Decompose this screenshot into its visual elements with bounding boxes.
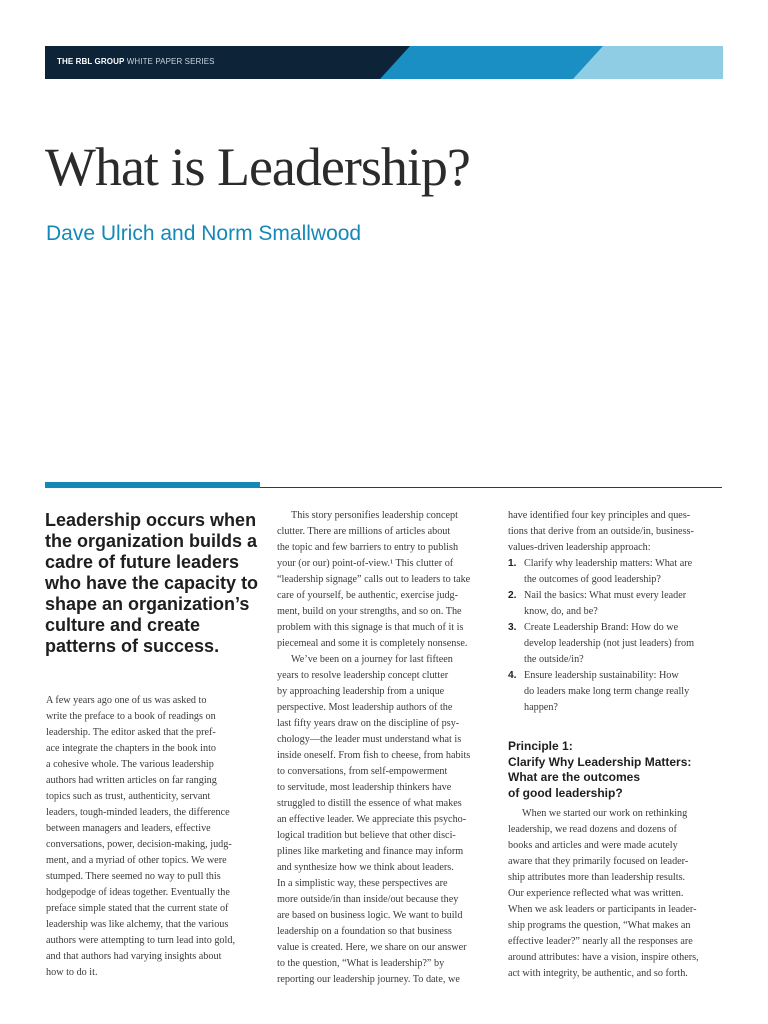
body-line: act with integrity, be authentic, and so forth. — [508, 968, 688, 979]
body-line: inside oneself. From fish to cheese, from habits — [277, 750, 471, 761]
list-item — [508, 620, 723, 668]
body-line: to servitude, most leadership thinkers have — [277, 782, 452, 793]
pull-quote: Leadership occurs when the organization builds a cadre of future leaders who have the capacity to shape an organization’s culture and create patterns of success. — [45, 510, 259, 656]
list-line: the outside/in? — [524, 654, 584, 665]
body-line: conversations, power, decision-making, judg- — [46, 839, 232, 850]
body-line: effective leader?” nearly all the responses are — [508, 936, 693, 947]
heading-line: Principle 1: — [508, 739, 573, 753]
page-title: What is Leadership? — [45, 137, 470, 197]
body-line: authors were attempting to turn lead into gold, — [46, 935, 235, 946]
list-number: 2. — [508, 590, 517, 601]
body-line: around attributes: have a vision, inspire others, — [508, 952, 699, 963]
body-line: and that authors had varying insights about — [46, 951, 222, 962]
body-line: and synthesize how we think about leaders. — [277, 862, 454, 873]
section-rule-accent — [45, 482, 260, 488]
body-line: ment, and a myriad of other topics. We were — [46, 855, 227, 866]
list-line: know, do, and be? — [524, 606, 598, 617]
list-line: happen? — [524, 702, 558, 713]
list-line: do leaders make long term change really — [524, 686, 690, 697]
column-3-body-text — [508, 806, 723, 982]
list-line: develop leadership (not just leaders) from — [524, 638, 695, 649]
list-item — [508, 668, 723, 716]
brand-name: THE RBL GROUP — [57, 57, 125, 66]
body-line: your (or our) point-of-view.¹ This clutter of — [277, 558, 454, 569]
body-line: clutter. There are millions of articles about — [277, 526, 451, 537]
series-label — [57, 57, 215, 66]
column-2-text — [277, 508, 492, 988]
body-line: In a simplistic way, these perspectives are — [277, 878, 448, 889]
body-line: ace integrate the chapters in the book into — [46, 743, 217, 754]
body-line: value is created. Here, we share on our answer — [277, 942, 467, 953]
list-item — [508, 556, 723, 588]
body-line: struggled to distill the essence of what makes — [277, 798, 462, 809]
body-line: leaders, tough-minded leaders, the difference — [46, 807, 230, 818]
body-line: care of yourself, be authentic, exercise judg- — [277, 590, 459, 601]
column-3-text — [508, 508, 723, 716]
body-line: leadership was like alchemy, that the various — [46, 919, 229, 930]
body-line: We’ve been on a journey for last fifteen — [291, 654, 453, 665]
body-line: write the preface to a book of readings on — [46, 711, 216, 722]
body-line: ship programs the question, “What makes an — [508, 920, 691, 931]
body-line: “leadership signage” calls out to leaders to take — [277, 574, 471, 585]
body-line: leadership, we read dozens and dozens of — [508, 824, 677, 835]
body-line: stumped. There seemed no way to pull this — [46, 871, 221, 882]
body-line: Our experience reflected what was written. — [508, 888, 684, 899]
section-rule-line — [260, 487, 722, 488]
body-line: piecemeal and some it is completely nonsense. — [277, 638, 468, 649]
list-line: Create Leadership Brand: How do we — [524, 622, 679, 633]
authors: Dave Ulrich and Norm Smallwood — [46, 222, 362, 245]
list-number: 1. — [508, 558, 517, 569]
list-line: Nail the basics: What must every leader — [524, 590, 687, 601]
body-line: leadership on a foundation so that business — [277, 926, 452, 937]
body-line: reporting our leadership journey. To date, we — [277, 974, 460, 985]
body-line: how to do it. — [46, 967, 98, 978]
body-line: authors had written articles on far ranging — [46, 775, 217, 786]
body-line: perspective. Most leadership authors of the — [277, 702, 453, 713]
body-line: When we ask leaders or participants in leader- — [508, 904, 697, 915]
body-line: books and articles and were made acutely — [508, 840, 678, 851]
body-line: logical tradition but believe that other disci- — [277, 830, 456, 841]
body-line: This story personifies leadership concept — [291, 510, 458, 521]
body-line: a cohesive whole. The various leadership — [46, 759, 214, 770]
body-line: plines like marketing and finance may inform — [277, 846, 464, 857]
series-name: WHITE PAPER SERIES — [126, 57, 215, 66]
body-line: A few years ago one of us was asked to — [46, 695, 207, 706]
heading-line: What are the outcomes — [508, 770, 641, 784]
list-line: the outcomes of good leadership? — [524, 574, 661, 585]
body-line: preface simple stated that the current state of — [46, 903, 229, 914]
body-line: the topic and few barriers to entry to publish — [277, 542, 459, 553]
body-line: aware that they primarily focused on leader- — [508, 856, 689, 867]
principle-heading — [508, 739, 723, 801]
body-line: ment, build on your strengths, and so on. The — [277, 606, 462, 617]
body-line: When we started our work on rethinking — [522, 808, 688, 819]
list-line: Ensure leadership sustainability: How — [524, 670, 679, 681]
body-line: have identified four key principles and ques- — [508, 510, 691, 521]
body-line: an effective leader. We appreciate this psycho- — [277, 814, 467, 825]
body-line: last fifty years draw on the discipline of psy- — [277, 718, 460, 729]
body-line: ship attributes more than leadership results. — [508, 872, 686, 883]
body-line: are based on business logic. We want to build — [277, 910, 463, 921]
list-item — [508, 588, 723, 620]
body-line: to conversations, from self-empowerment — [277, 766, 448, 777]
body-line: years to resolve leadership concept clutter — [277, 670, 449, 681]
list-number: 4. — [508, 670, 517, 681]
column-1-text — [46, 693, 261, 981]
body-line: leadership. The editor asked that the pref- — [46, 727, 216, 738]
body-line: chology—the leader must understand what is — [277, 734, 462, 745]
heading-line: Clarify Why Leadership Matters: — [508, 754, 692, 769]
body-line: topics such as trust, authenticity, servant — [46, 791, 211, 802]
body-line: more outside/in than inside/out because they — [277, 894, 459, 905]
heading-line: of good leadership? — [508, 785, 623, 800]
body-line: by approaching leadership from a unique — [277, 686, 445, 697]
body-line: problem with this signage is that much of it is — [277, 622, 464, 633]
body-line: hodgepodge of ideas together. Eventually the — [46, 887, 230, 898]
body-line: to the question, “What is leadership?” by — [277, 958, 445, 969]
list-number: 3. — [508, 622, 517, 633]
body-line: between managers and leaders, effective — [46, 823, 211, 834]
header-band — [45, 46, 723, 79]
body-line: values-driven leadership approach: — [508, 542, 651, 553]
list-line: Clarify why leadership matters: What are — [524, 558, 693, 569]
body-line: tions that derive from an outside/in, business- — [508, 526, 694, 537]
